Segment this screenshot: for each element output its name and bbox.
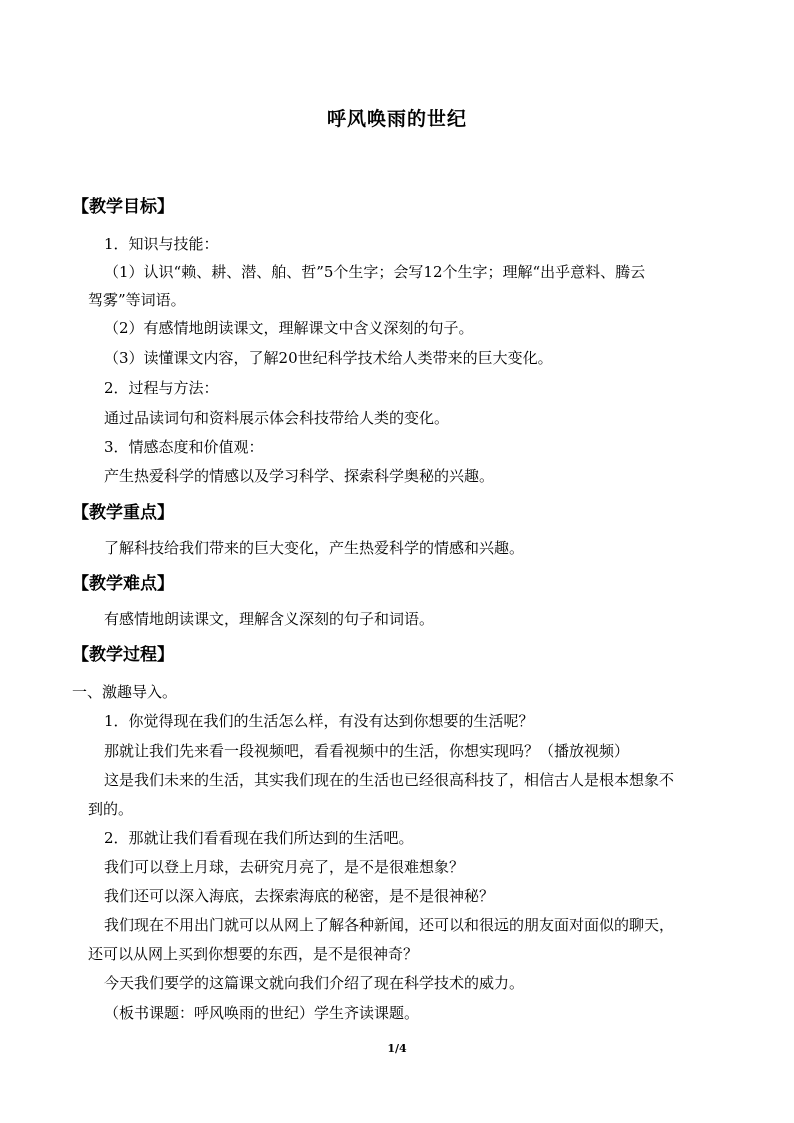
goal-1-2: （2）有感情地朗读课文，理解课文中含义深刻的句子。 (104, 319, 474, 337)
process-line: 我们还可以深入海底，去探索海底的秘密，是不是很神秘？ (104, 887, 495, 905)
process-line: 2．那就让我们看看现在我们所达到的生活吧。 (104, 829, 414, 847)
process-line: 1．你觉得现在我们的生活怎么样，有没有达到你想要的生活呢？ (104, 712, 534, 730)
process-line: 那就让我们先来看一段视频吧，看看视频中的生活，你想实现吗？（播放视频） (104, 742, 630, 760)
goal-3: 3．情感态度和价值观： (104, 438, 264, 456)
goal-1: 1．知识与技能： (104, 235, 219, 253)
process-line: 还可以从网上买到你想要的东西，是不是很神奇？ (88, 945, 419, 963)
difficulty-text: 有感情地朗读课文，理解含义深刻的句子和词语。 (104, 610, 435, 628)
key-points-heading: 【教学重点】 (72, 503, 174, 523)
goals-heading: 【教学目标】 (72, 197, 174, 217)
goal-2-text: 通过品读词句和资料展示体会科技带给人类的变化。 (104, 409, 450, 427)
process-line: 到的。 (88, 800, 134, 818)
goal-2: 2．过程与方法： (104, 379, 219, 397)
key-points-text: 了解科技给我们带来的巨大变化，产生热爱科学的情感和兴趣。 (104, 539, 525, 557)
process-heading: 【教学过程】 (72, 645, 174, 665)
process-line: 我们现在不用出门就可以从网上了解各种新闻，还可以和很远的朋友面对面似的聊天， (104, 916, 675, 934)
process-line: 我们可以登上月球，去研究月亮了，是不是很难想象？ (104, 858, 465, 876)
page-number: 1/4 (387, 1042, 407, 1055)
goal-3-text: 产生热爱科学的情感以及学习科学、探索科学奥秘的兴趣。 (104, 467, 495, 485)
process-line: （板书课题：呼风唤雨的世纪）学生齐读课题。 (104, 1004, 420, 1022)
goal-1-1-b: 驾雾”等词语。 (88, 291, 186, 309)
document-title: 呼风唤雨的世纪 (326, 108, 467, 130)
goal-1-3: （3）读懂课文内容，了解20世纪科学技术给人类带来的巨大变化。 (104, 349, 553, 367)
process-line: 这是我们未来的生活，其实我们现在的生活也已经很高科技了，相信古人是根本想象不 (104, 771, 675, 789)
difficulty-heading: 【教学难点】 (72, 574, 174, 594)
process-line: 今天我们要学的这篇课文就向我们介绍了现在科学技术的威力。 (104, 974, 525, 992)
process-step-1: 一、激趣导入。 (72, 683, 178, 701)
goal-1-1-a: （1）认识“赖、耕、潜、舶、哲”5个生字；会写12个生字；理解“出乎意料、腾云 (104, 263, 646, 281)
